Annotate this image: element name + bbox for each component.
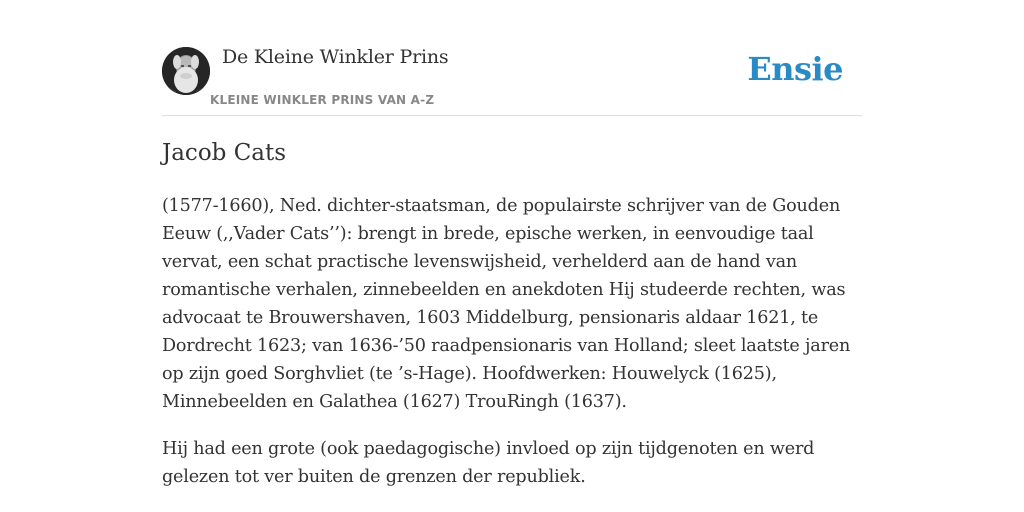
bearded-man-portrait-icon [162,47,210,95]
article-body [162,192,862,510]
source-header [162,0,862,116]
page-title: Jacob Cats [162,140,287,166]
article-card [162,0,862,487]
ensie-logo[interactable]: Ensie [747,50,843,88]
source-subtitle[interactable]: KLEINE WINKLER PRINS VAN A-Z [210,93,435,107]
article-paragraph: (1577-1660), Ned. dichter-staatsman, de populairste schrijver van de Gouden Eeuw (,,Vader Cats’’): brengt in brede, epische werken, in eenvoudige taal vervat, een schat practische levenswijsheid, verhelderd aan de hand van romantische verhalen, zinnebeelden en anekdoten Hij studeerde rechten, was advocaat te Brouwershaven, 1603 Middelburg, pensionaris aldaar 1621, te Dordrecht 1623; van 1636-’50 raadpensionaris van Holland; sleet laatste jaren op zijn goed Sorghvliet (te ’s-Hage). Hoofdwerken: Houwelyck (1625), Minnebeelden en Galathea (1627) TrouRingh (1637). [162,196,851,412]
author-avatar[interactable] [162,47,210,95]
article-paragraph: Hij had een grote (ook paedagogische) invloed op zijn tijdgenoten en werd gelezen tot ver buiten de grenzen der republiek. [162,439,815,487]
source-name[interactable]: De Kleine Winkler Prins [222,46,449,68]
